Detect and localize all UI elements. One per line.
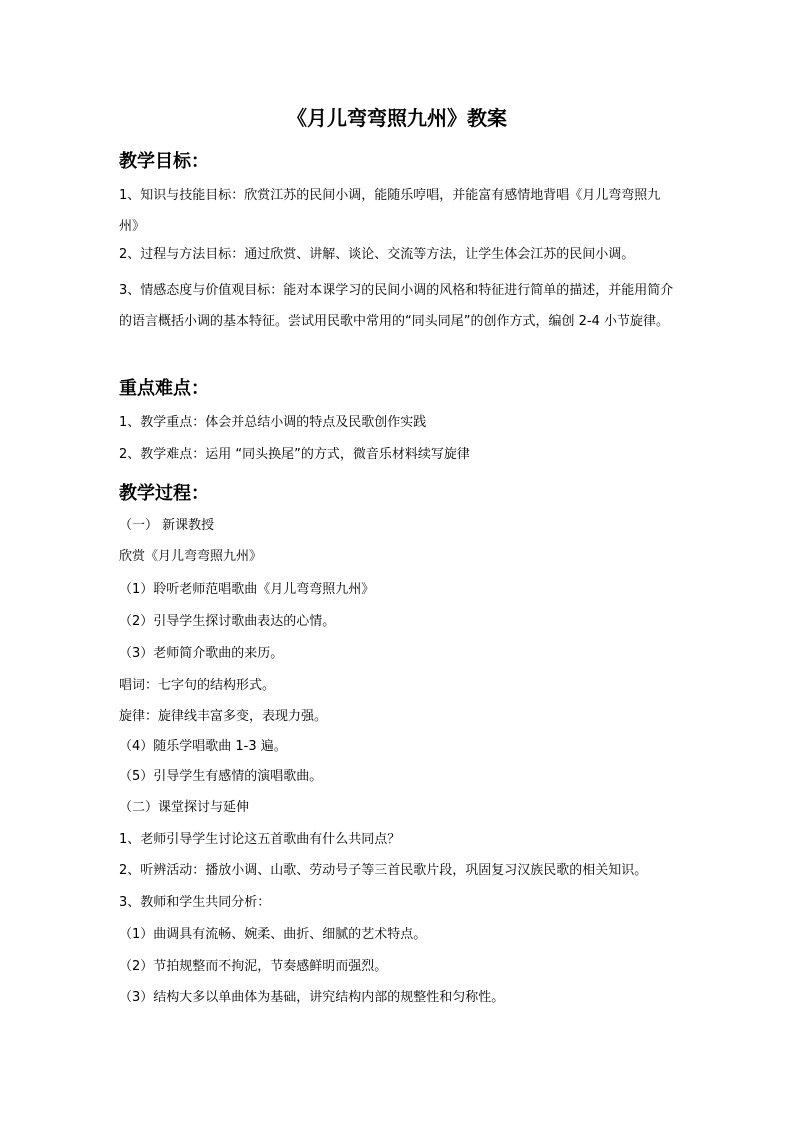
process-line: （二）课堂探讨与延伸 bbox=[119, 800, 250, 815]
key-point-item-1: 1、教学重点：体会并总结小调的特点及民歌创作实践 bbox=[119, 415, 427, 430]
process-line: （1）曲调具有流畅、婉柔、曲折、细腻的艺术特点。 bbox=[119, 927, 427, 942]
process-line: （5）引导学生有感情的演唱歌曲。 bbox=[119, 769, 323, 784]
process-line: 1、老师引导学生讨论这五首歌曲有什么共同点？ bbox=[119, 832, 401, 847]
section-heading-process: 教学过程： bbox=[119, 483, 209, 504]
process-line: （1）聆听老师范唱歌曲《月儿弯弯照九州》 bbox=[119, 582, 375, 597]
process-line: （3）老师简介歌曲的来历。 bbox=[119, 646, 284, 661]
process-line: （4）随乐学唱歌曲 1-3 遍。 bbox=[119, 739, 287, 754]
key-point-item-2: 2、教学难点：运用 “同头换尾”的方式，微音乐材料续写旋律 bbox=[119, 447, 470, 462]
objective-item-2: 2、过程与方法目标：通过欣赏、讲解、谈论、交流等方法，让学生体会江苏的民间小调。 bbox=[119, 247, 635, 262]
process-line: 欣赏《月儿弯弯照九州》 bbox=[119, 549, 263, 564]
section-heading-objectives: 教学目标： bbox=[119, 151, 209, 172]
process-line: （3）结构大多以单曲体为基础，讲究结构内部的规整性和匀称性。 bbox=[119, 990, 505, 1005]
objective-item-1: 1、知识与技能目标：欣赏江苏的民间小调，能随乐哼唱，并能富有感情地背唱《月儿弯弯照九州》 bbox=[119, 188, 661, 234]
section-heading-key-points: 重点难点： bbox=[119, 378, 209, 399]
process-line: 旋律：旋律线丰富多变，表现力强。 bbox=[119, 709, 328, 724]
process-line: 唱词：七字句的结构形式。 bbox=[119, 678, 276, 693]
process-line: 2、听辨活动：播放小调、山歌、劳动号子等三首民歌片段，巩固复习汉族民歌的相关知识。 bbox=[119, 863, 648, 878]
objective-item-3: 3、情感态度与价值观目标：能对本课学习的民间小调的风格和特征进行简单的描述，并能用简介的语言概括小调的基本特征。尝试用民歌中常用的“同头同尾”的创作方式，编创 2-4 小节旋律。 bbox=[119, 283, 674, 329]
process-line: （2）节拍规整而不拘泥，节奏感鲜明而强烈。 bbox=[119, 959, 388, 974]
document-title: 《月儿弯弯照九州》教案 bbox=[287, 106, 507, 130]
process-line: 3、教师和学生共同分析： bbox=[119, 895, 271, 910]
process-line: （一） 新课教授 bbox=[119, 518, 215, 533]
process-line: （2）引导学生探讨歌曲表达的心情。 bbox=[119, 614, 336, 629]
